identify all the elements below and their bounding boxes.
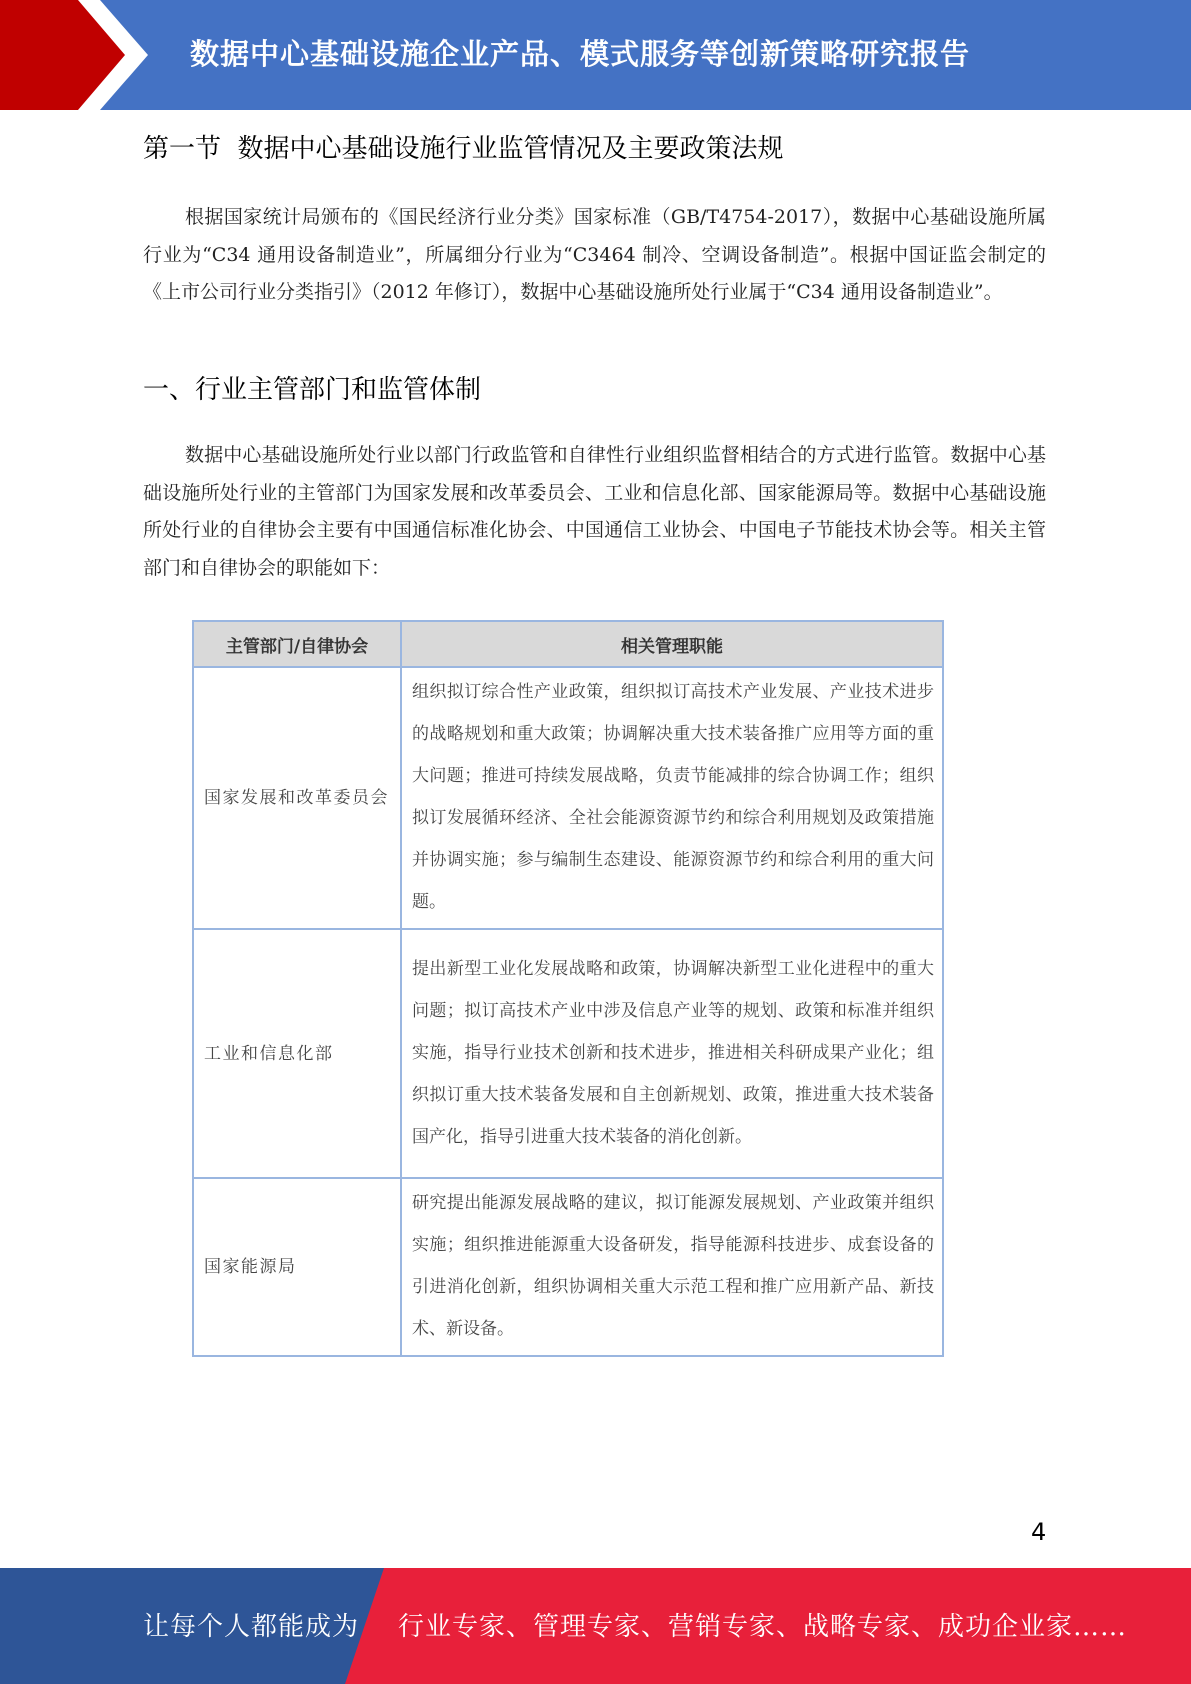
table-cell-duty: 组织拟订综合性产业政策，组织拟订高技术产业发展、产业技术进步的战略规划和重大政策；协调解决重大技术装备推广应用等方面的重大问题；推进可持续发展战略，负责节能减排的综合协调工作；组织拟订发展循环经济、全社会能源资源节约和综合利用规划及政策措施并协调实施；参与编制生态建设、能源资源节约和综合利用的重大问题。 [401, 667, 943, 929]
page-header [0, 0, 1191, 110]
table-header-dept: 主管部门/自律协会 [193, 621, 401, 667]
page-number: 4 [1031, 1518, 1047, 1546]
table-cell-duty: 研究提出能源发展战略的建议，拟订能源发展规划、产业政策并组织实施；组织推进能源重大设备研发，指导能源科技进步、成套设备的引进消化创新，组织协调相关重大示范工程和推广应用新产品、新技术、新设备。 [401, 1178, 943, 1356]
table-row [193, 667, 943, 929]
table-header-duty: 相关管理职能 [401, 621, 943, 667]
footer-slogan-left: 让每个人都能成为 [143, 1612, 360, 1642]
table-cell-dept: 工业和信息化部 [193, 929, 401, 1178]
subsection-title: 一、行业主管部门和监管体制 [143, 375, 482, 405]
footer-slogan-right: 行业专家、管理专家、营销专家、战略专家、成功企业家…… [398, 1612, 1128, 1642]
table-header-row [193, 621, 943, 667]
header-arrow-icon [0, 0, 200, 110]
table-cell-duty: 提出新型工业化发展战略和政策，协调解决新型工业化进程中的重大问题；拟订高技术产业中涉及信息产业等的规划、政策和标准并组织实施，指导行业技术创新和技术进步，推进相关科研成果产业化；组织拟订重大技术装备发展和自主创新规划、政策，推进重大技术装备国产化，指导引进重大技术装备的消化创新。 [401, 929, 943, 1178]
table-cell-dept: 国家发展和改革委员会 [193, 667, 401, 929]
regulation-paragraph: 数据中心基础设施所处行业以部门行政监管和自律性行业组织监督相结合的方式进行监管。数据中心基础设施所处行业的主管部门为国家发展和改革委员会、工业和信息化部、国家能源局等。数据中心基础设施所处行业的自律协会主要有中国通信标准化协会、中国通信工业协会、中国电子节能技术协会等。相关主管部门和自律协会的职能如下： [143, 444, 1046, 579]
table-row [193, 1178, 943, 1356]
page-footer [0, 1568, 1191, 1684]
regulators-table [192, 620, 944, 1357]
table-cell-dept: 国家能源局 [193, 1178, 401, 1356]
report-title: 数据中心基础设施企业产品、模式服务等创新策略研究报告 [190, 37, 971, 71]
section-title: 第一节 数据中心基础设施行业监管情况及主要政策法规 [143, 134, 784, 164]
intro-paragraph: 根据国家统计局颁布的《国民经济行业分类》国家标准（GB/T4754-2017），数据中心基础设施所属行业为“C34 通用设备制造业”，所属细分行业为“C3464 制冷、空调设备制造”。根据中国证监会制定的《上市公司行业分类指引》（2012 年修订），数据中心基础设施所处行业属于“C34 通用设备制造业”。 [143, 206, 1046, 303]
table-row [193, 929, 943, 1178]
